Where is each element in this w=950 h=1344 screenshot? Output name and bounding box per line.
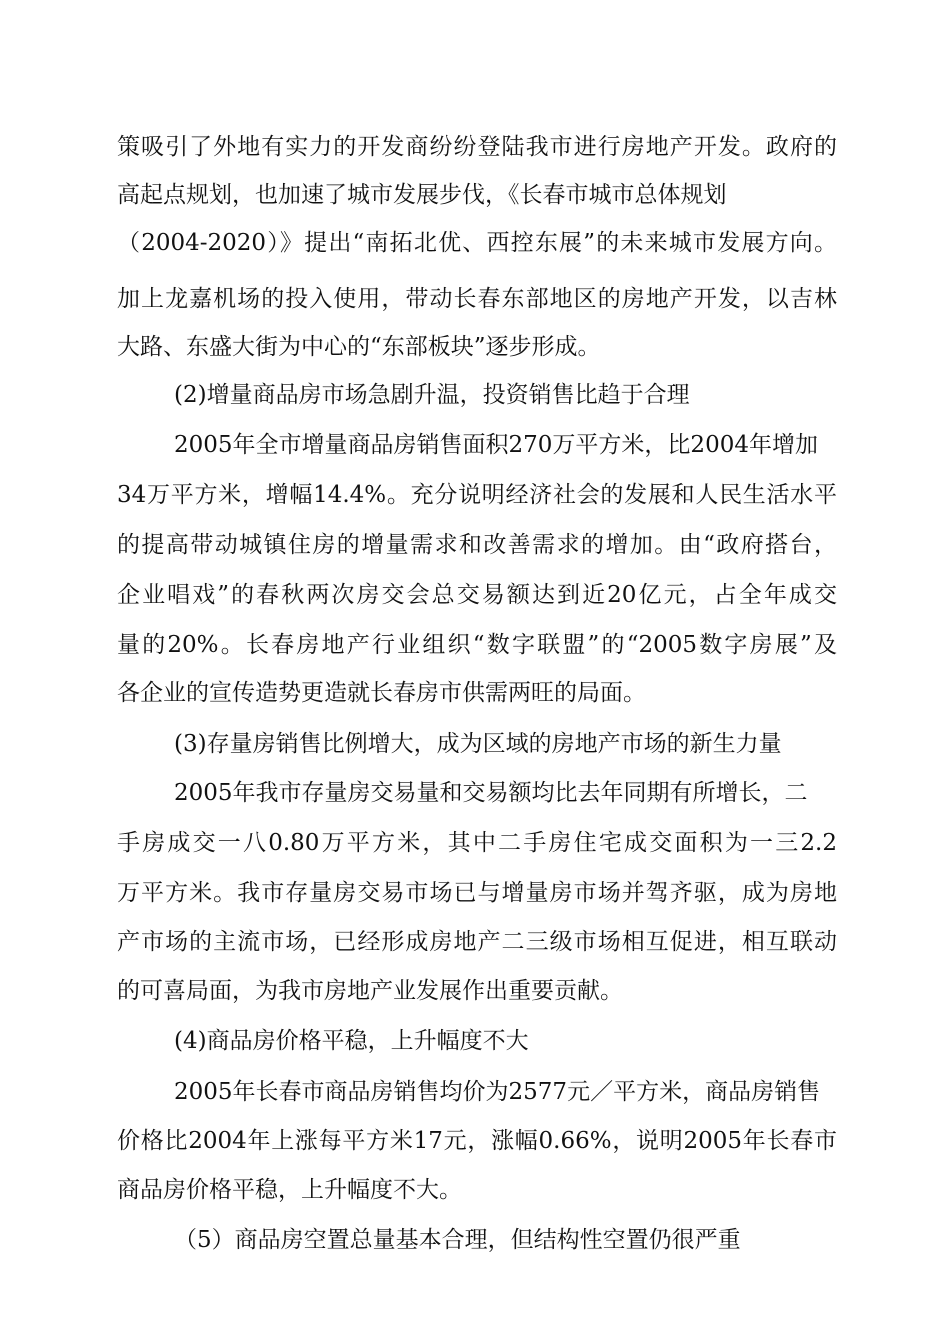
section-heading: (2)增量商品房市场急剧升温，投资销售比趋于合理 [174,382,690,408]
body-text-line: 万平方米。我市存量房交易市场已与增量房市场并驾齐驱，成为房地 [117,880,837,906]
body-text-line: 的可喜局面，为我市房地产业发展作出重要贡献。 [117,978,623,1004]
body-text-line: 2005年我市存量房交易量和交易额均比去年同期有所增长，二 [174,780,808,806]
body-text-line: 价格比2004年上涨每平方米17元，涨幅0.66%，说明2005年长春市 [117,1128,837,1154]
body-text-line: 策吸引了外地有实力的开发商纷纷登陆我市进行房地产开发。政府的 [117,134,837,160]
body-text-line: 2005年长春市商品房销售均价为2577元／平方米，商品房销售 [174,1079,821,1105]
body-text-line: 企业唱戏”的春秋两次房交会总交易额达到近20亿元，占全年成交 [117,582,837,608]
body-text-line: 34万平方米，增幅14.4%。充分说明经济社会的发展和人民生活水平 [117,482,837,508]
section-heading: (4)商品房价格平稳，上升幅度不大 [174,1028,529,1054]
section-heading: (3)存量房销售比例增大，成为区域的房地产市场的新生力量 [174,731,782,757]
body-text-line: 2005年全市增量商品房销售面积270万平方米，比2004年增加 [174,432,818,458]
body-text-line: （2004-2020）》提出“南拓北优、西控东展”的未来城市发展方向。 [117,230,837,256]
body-text-line: 手房成交一八0.80万平方米，其中二手房住宅成交面积为一三2.2 [117,830,837,856]
body-text-line: 的提高带动城镇住房的增量需求和改善需求的增加。由“政府搭台， [117,532,837,558]
body-text-line: 加上龙嘉机场的投入使用，带动长春东部地区的房地产开发，以吉林 [117,286,837,312]
body-text-line: 量的20%。长春房地产行业组织“数字联盟”的“2005数字房展”及 [117,632,837,658]
body-text-line: 大路、东盛大街为中心的“东部板块”逐步形成。 [117,334,601,360]
body-text-line: 高起点规划，也加速了城市发展步伐，《长春市城市总体规划 [117,182,727,208]
body-text-line: 产市场的主流市场，已经形成房地产二三级市场相互促进，相互联动 [117,929,837,955]
section-heading: （5）商品房空置总量基本合理，但结构性空置仍很严重 [174,1227,741,1253]
body-text-line: 商品房价格平稳，上升幅度不大。 [117,1177,462,1203]
body-text-line: 各企业的宣传造势更造就长春房市供需两旺的局面。 [117,680,646,706]
